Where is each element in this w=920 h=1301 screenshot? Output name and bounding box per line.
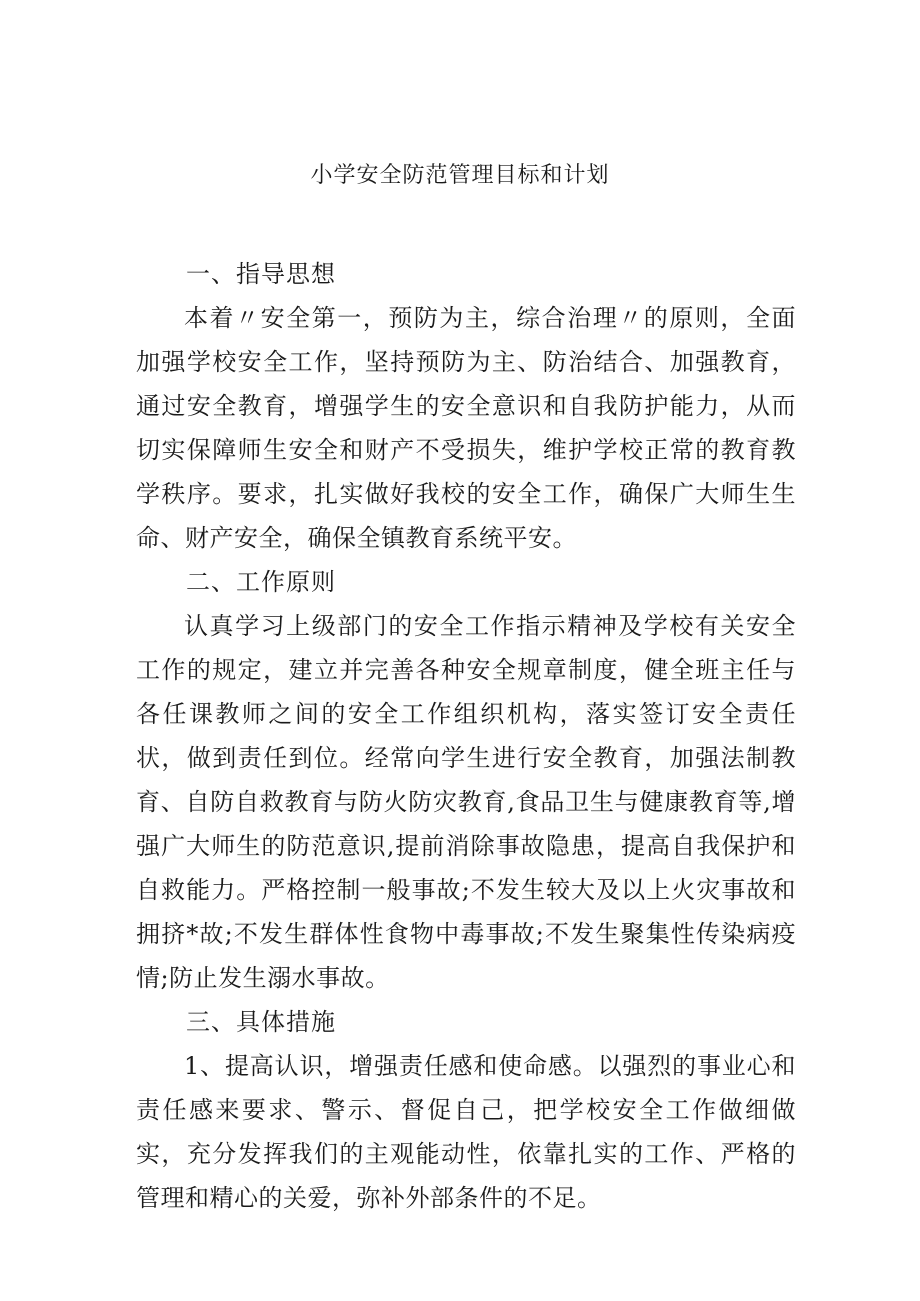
section-paragraph-specific-measures: 1、提高认识，增强责任感和使命感。以强烈的事业心和责任感来要求、警示、督促自己，把学校安全工作做细做实，充分发挥我们的主观能动性，依靠扎实的工作、严格的管理和精心的关爱，弥补外部条件的不足。 bbox=[136, 1052, 796, 1212]
section-heading-guiding-ideology: 一、指导思想 bbox=[186, 260, 336, 288]
document-title: 小学安全防范管理目标和计划 bbox=[310, 163, 610, 188]
section-paragraph-guiding-ideology: 本着〃安全第一，预防为主，综合治理〃的原则，全面加强学校安全工作，坚持预防为主、防治结合、加强教育，通过安全教育，增强学生的安全意识和自我防护能力，从而切实保障师生安全和财产不受损失，维护学校正常的教育教学秩序。要求，扎实做好我校的安全工作，确保广大师生生命、财产安全，确保全镇教育系统平安。 bbox=[136, 304, 796, 552]
section-heading-work-principles: 二、工作原则 bbox=[186, 568, 336, 596]
section-heading-specific-measures: 三、具体措施 bbox=[186, 1008, 336, 1036]
document-body bbox=[136, 252, 796, 1220]
section-paragraph-work-principles: 认真学习上级部门的安全工作指示精神及学校有关安全工作的规定，建立并完善各种安全规章制度，健全班主任与各任课教师之间的安全工作组织机构，落实签订安全责任状，做到责任到位。经常向学生进行安全教育，加强法制教育、自防自救教育与防火防灾教育,食品卫生与健康教育等,增强广大师生的防范意识,提前消除事故隐患，提高自我保护和自救能力。严格控制一般事故;不发生较大及以上火灾事故和拥挤*故;不发生群体性食物中毒事故;不发生聚集性传染病疫情;防止发生溺水事故。 bbox=[136, 612, 796, 992]
